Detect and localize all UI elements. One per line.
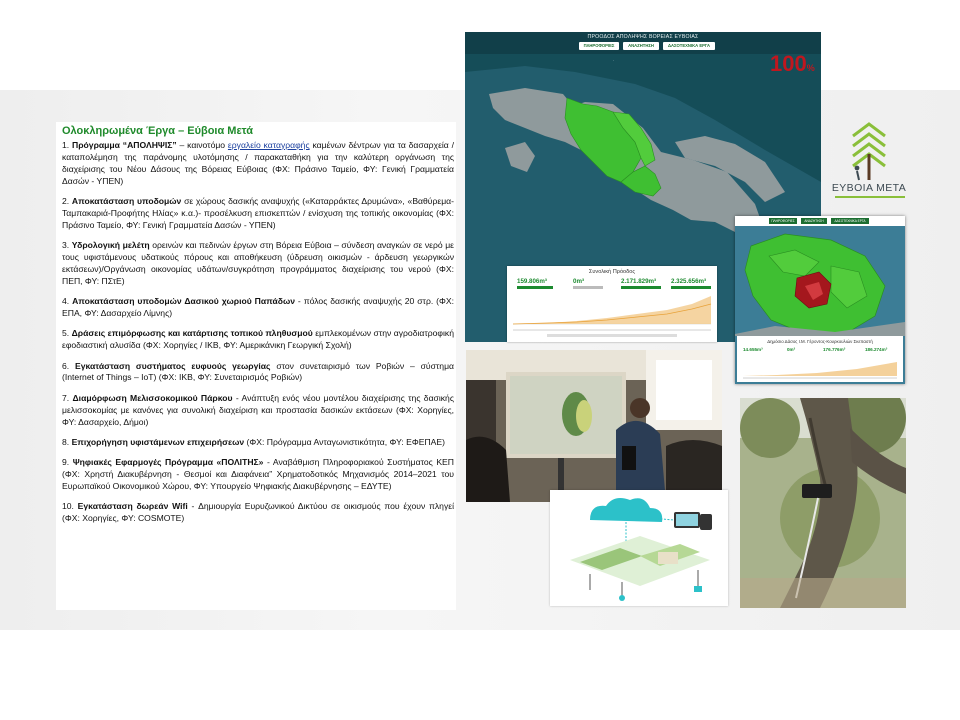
search-button[interactable]: ΑΝΑΖΗΤΗΣΗ (623, 42, 659, 50)
inset-stat-value: 176.776m³ (823, 347, 846, 352)
list-item (62, 361, 454, 385)
list-item (62, 140, 454, 187)
item-number: 6. (62, 360, 70, 371)
item-number: 7. (62, 392, 70, 403)
item-text: εμπλεκομένων στην αγροδιατροφική εφοδιαστική αλυσίδα (ΦΧ: Χορηγίες / ΙΚΒ, ΦΥ: Αμερικάνικη Γεωργική Σχολή) (62, 328, 454, 351)
stat-value: 2.171.829m³ (621, 278, 657, 285)
projects-text-panel (56, 122, 456, 610)
list-item (62, 501, 454, 525)
iot-sensor-tree-photo (740, 398, 906, 608)
item-number: 2. (62, 196, 70, 207)
item-number: 4. (62, 296, 70, 307)
list-item (62, 393, 454, 429)
iot-diagram-graphic (550, 490, 728, 606)
item-text: - Αναβάθμιση Πληροφοριακού Συστήματος ΚΕΠ (ΦΧ: Χρηστή Διακυβέρνηση - Θεσμοί και Διαφάνεια” Χρηματοδοτικός Μηχανισμός 2014–2021 του Ευρωπαϊκού Οικονομικού Χώρου, ΦΥ: Υπουργείο Ψηφιακής Διακυβέρνησης – ΕΔΥΤΕ) (62, 457, 454, 491)
item-heading: Εγκατάσταση δωρεάν Wifi (77, 501, 188, 512)
iot-sensor-tree-image (740, 398, 906, 608)
item-text: στον συνεταιρισμό των Ροβιών – σύστημα (Internet of Things – IoT) (ΦΧ: ΙΚΒ, ΦΥ: Συνεταιρισμός Ροβιών) (62, 360, 454, 383)
item-heading: Επιχορήγηση υφιστάμενων επιχειρήσεων (71, 436, 245, 447)
inset-stat-value: 0m³ (787, 347, 796, 352)
inset-area-chart (737, 336, 903, 382)
training-session-photo (466, 350, 722, 502)
list-item (62, 437, 454, 449)
stat-value: 159.806m³ (517, 278, 547, 285)
overall-progress-card (507, 266, 717, 342)
item-text: σε χώρους δασικής αναψυχής («Καταρράκτες Δρυμώνα», «Βαθύρεμα-Ταμπακαριά-Προφήτης Ηλίας» κ.α.)- προσέλκυση επισκεπτών / ενίσχυση της τοπικής οικονομίας (ΦΧ: Πράσινο Ταμείο, ΦΥ: Γενική Γραμματεία Δασών - ΥΠΕΝ) (62, 196, 455, 230)
evia-meta-logo (829, 116, 909, 200)
slide-title: Ολοκληρωμένα Έργα – Εύβοια Μετά (62, 125, 254, 137)
item-text: καμένων δέντρων για τα δασαρχεία / καταπολέμηση της παράνομης υλοτόμησης / παρακαταθήκη για την καλύτερη οργάνωση της διαχείρισης του Νέου Δάσους της Βόρειας Εύβοιας (ΦΧ: Πράσινο Ταμείο, ΦΥ: Γενική Γραμματεία Δασών - ΥΠΕΝ) (62, 140, 454, 186)
projects-list (62, 140, 454, 525)
overall-progress-title: Συνολική Πρόοδος (588, 269, 636, 275)
item-number: 3. (62, 240, 70, 251)
list-item (62, 296, 454, 320)
inset-forestry-button[interactable]: ΔΑΣΟΤΕΧΝΙΚΑ ΕΡΓΑ (831, 218, 869, 224)
list-item (62, 240, 454, 287)
list-item (62, 457, 454, 493)
inset-stat-value: 14.655m³ (743, 347, 763, 352)
dashboard-subtitle: · (613, 58, 615, 63)
item-text: – καινοτόμο (176, 140, 228, 151)
stat-value: 2.325.656m³ (671, 278, 707, 285)
iot-system-diagram (550, 490, 728, 606)
info-button[interactable]: ΠΛΗΡΟΦΟΡΙΕΣ (579, 42, 619, 50)
progress-percentage: 100% (770, 51, 815, 76)
item-text: - Ανάπτυξη ενός νέου μοντέλου διαχείρισης της δασικής μελισσοκομίας με κανόνες για συνολική διαχείριση και προστασία δασικών εκτάσεων (ΦΧ: Χορηγίες, ΦΥ: Δασαρχείο, Δήμοι) (62, 392, 454, 427)
item-number: 5. (62, 328, 70, 339)
inset-forest-title: Δημόσιο Δάσος Ι.Μ. Γέροντος-Κουρκουλιών Σκεπαστή (767, 339, 873, 344)
item-number: 8. (62, 436, 70, 447)
logo-underline (835, 196, 905, 198)
training-session-image (466, 350, 722, 502)
stat-value: 0m³ (573, 278, 585, 285)
progress-area-chart (507, 266, 717, 342)
evia-meta-logo-mark (829, 116, 909, 182)
forest-inset-map (735, 216, 905, 384)
item-heading: Αποκατάσταση υποδομών Δασικού χωριού Παπάδων (72, 296, 295, 307)
item-heading: Αποκατάσταση υποδομών (71, 196, 182, 207)
item-heading: Εγκατάσταση συστήματος ευφυούς γεωργίας (75, 360, 271, 371)
item-text: ορεινών και πεδινών έργων στη Βόρεια Εύβοια – σύνδεση αναγκών σε νερό με τους υφιστάμενους υδατικούς πόρους και αποθήκευση (ύδρευση οικισμών - άρδευση γεωργικών εκτάσεων)/Οργάνωση οικονομίας υδάτων/συγκρότηση προγράμματος διαχείρισης του νερού (ΦΧ: ΠΕΠ, ΦΥ: ΠΣτΕ) (62, 240, 454, 286)
item-link[interactable]: εργαλείο καταγραφής (227, 140, 310, 151)
list-item (62, 328, 454, 352)
dashboard-title: ΠΡΟΟΔΟΣ ΑΠΟΛΗΨΗΣ ΒΟΡΕΙΑΣ ΕΥΒΟΙΑΣ (587, 34, 699, 40)
item-text: (ΦΧ: Πρόγραμμα Ανταγωνιστικότητα, ΦΥ: ΕΦΕΠΑΕ) (244, 436, 445, 447)
inset-info-button[interactable]: ΠΛΗΡΟΦΟΡΙΕΣ (769, 218, 797, 224)
inset-stat-value: 186.274m³ (865, 347, 888, 352)
item-number: 1. (62, 140, 70, 151)
item-heading: Ψηφιακές Εφαρμογές Πρόγραμμα «ΠΟΛΙΤΗΣ» (72, 457, 264, 468)
list-item (62, 196, 454, 232)
item-heading: Διαμόρφωση Μελισσοκομικού Πάρκου (72, 392, 233, 403)
item-heading: Υδρολογική μελέτη (71, 240, 150, 251)
item-number: 10. (62, 501, 74, 512)
inset-forest-card (737, 336, 903, 382)
inset-search-button[interactable]: ΑΝΑΖΗΤΗΣΗ (801, 218, 827, 224)
item-text: - Δημιουργία Ευρυζωνικού Δικτύου σε οικισμούς που έχουν πληγεί (ΦΧ: Χορηγίες, ΦΥ: COSMOTE) (62, 501, 454, 524)
forestry-works-button[interactable]: ΔΑΣΟΤΕΧΝΙΚΑ ΕΡΓΑ (663, 42, 715, 50)
logo-text: ΕΥΒΟΙΑ ΜΕΤΑ (831, 182, 907, 194)
item-text: - πόλος δασικής αναψυχής 20 στρ. (ΦΧ: ΕΠΑ, ΦΥ: Δασαρχείο Λίμνης) (62, 296, 454, 318)
item-heading: Πρόγραμμα “ΑΠΟΛΗΨΙΣ” (72, 140, 177, 151)
item-heading: Δράσεις επιμόρφωσης και κατάρτισης τοπικού πληθυσμού (71, 328, 313, 339)
item-number: 9. (62, 457, 70, 468)
